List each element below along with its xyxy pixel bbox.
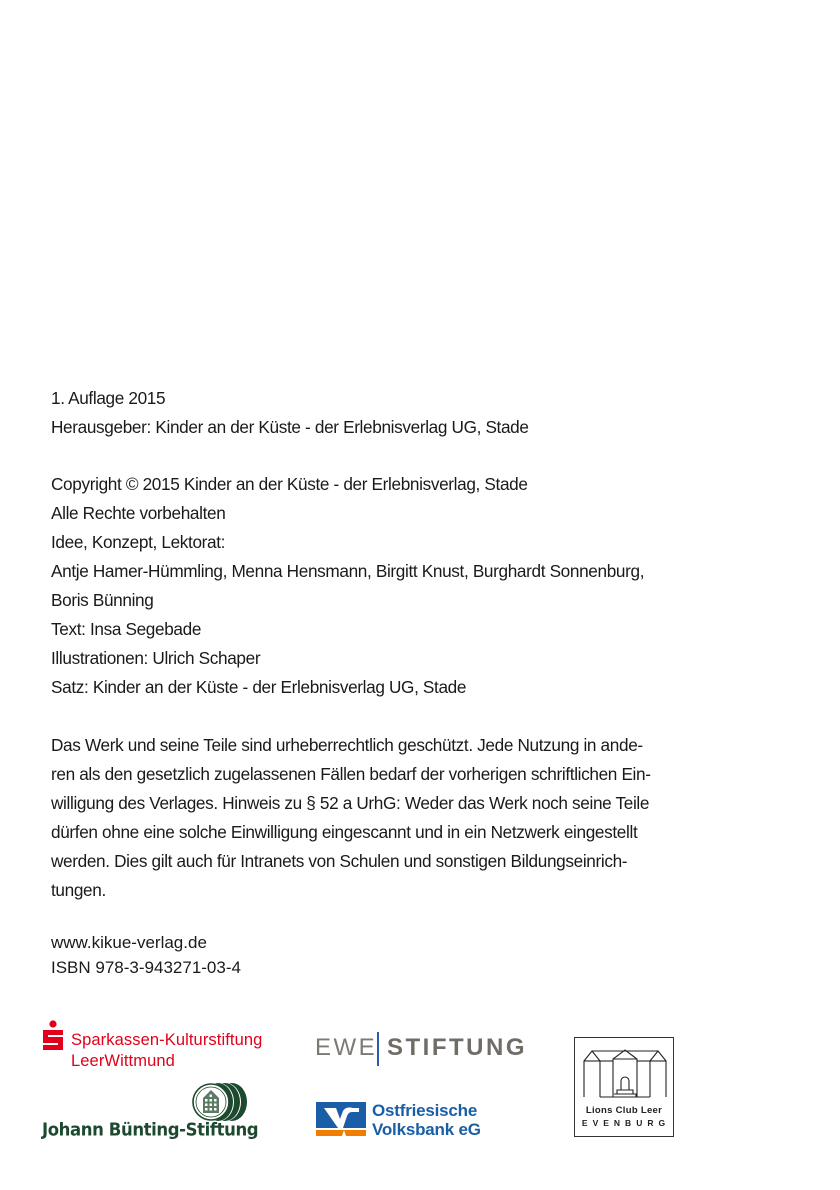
legal-line: werden. Dies gilt auch für Intranets von Schulen und sonstigen Bildungseinrich- bbox=[51, 851, 628, 871]
website-link[interactable]: www.kikue-verlag.de bbox=[51, 933, 207, 952]
buenting-house-emblem-icon bbox=[192, 1082, 254, 1122]
sparkasse-s-icon bbox=[40, 1020, 66, 1054]
illustration-credit: Illustrationen: Ulrich Schaper bbox=[51, 648, 261, 668]
copyright-line: Copyright © 2015 Kinder an der Küste - der Erlebnisverlag, Stade bbox=[51, 474, 528, 494]
legal-line: ren als den gesetzlich zugelassenen Fällen bedarf der vorherigen schriftlichen Ein- bbox=[51, 764, 651, 784]
credits bbox=[51, 470, 644, 702]
edition-line: 1. Auflage 2015 bbox=[51, 388, 166, 408]
typesetting-credit: Satz: Kinder an der Küste - der Erlebnisverlag UG, Stade bbox=[51, 677, 467, 697]
volksbank-line2: Volksbank eG bbox=[372, 1120, 481, 1139]
buenting-name: Johann Bünting-Stiftung bbox=[42, 1119, 259, 1140]
volksbank-v-icon bbox=[316, 1102, 366, 1137]
contact-info bbox=[51, 930, 241, 980]
ewe-stiftung-wordmark: STIFTUNG bbox=[387, 1034, 527, 1061]
legal-line: tungen. bbox=[51, 880, 106, 900]
lions-club-name: Lions Club Leer bbox=[585, 1105, 663, 1116]
isbn: ISBN 978-3-943271-03-4 bbox=[51, 958, 241, 977]
rights-line: Alle Rechte vorbehalten bbox=[51, 503, 226, 523]
legal-line: willigung des Verlages. Hinweis zu § 52 a UrhG: Weder das Werk noch seine Teile bbox=[51, 793, 650, 813]
concept-names-cont: Boris Bünning bbox=[51, 590, 154, 610]
legal-notice bbox=[51, 731, 751, 905]
ewe-divider bbox=[377, 1032, 379, 1066]
lions-club-subtitle: EVENBURG bbox=[581, 1118, 671, 1128]
text-credit: Text: Insa Segebade bbox=[51, 619, 202, 639]
concept-names: Antje Hamer-Hümmling, Menna Hensmann, Birgitt Knust, Burghardt Sonnenburg, bbox=[51, 561, 645, 581]
sparkasse-region: LeerWittmund bbox=[71, 1052, 175, 1070]
castle-icon bbox=[582, 1045, 668, 1101]
volksbank-text bbox=[372, 1101, 481, 1139]
sparkasse-name: Sparkassen-Kulturstiftung bbox=[71, 1031, 263, 1049]
ewe-wordmark: EWE bbox=[315, 1034, 378, 1061]
edition-info bbox=[51, 384, 529, 442]
publisher-line: Herausgeber: Kinder an der Küste - der Erlebnisverlag UG, Stade bbox=[51, 417, 529, 437]
volksbank-line1: Ostfriesische bbox=[372, 1101, 478, 1120]
legal-line: dürfen ohne eine solche Einwilligung eingescannt und in ein Netzwerk eingestellt bbox=[51, 822, 638, 842]
concept-heading: Idee, Konzept, Lektorat: bbox=[51, 532, 226, 552]
lions-club-logo bbox=[574, 1037, 674, 1137]
sparkasse-text bbox=[71, 1030, 262, 1072]
legal-line: Das Werk und seine Teile sind urheberrechtlich geschützt. Jede Nutzung in ande- bbox=[51, 735, 643, 755]
